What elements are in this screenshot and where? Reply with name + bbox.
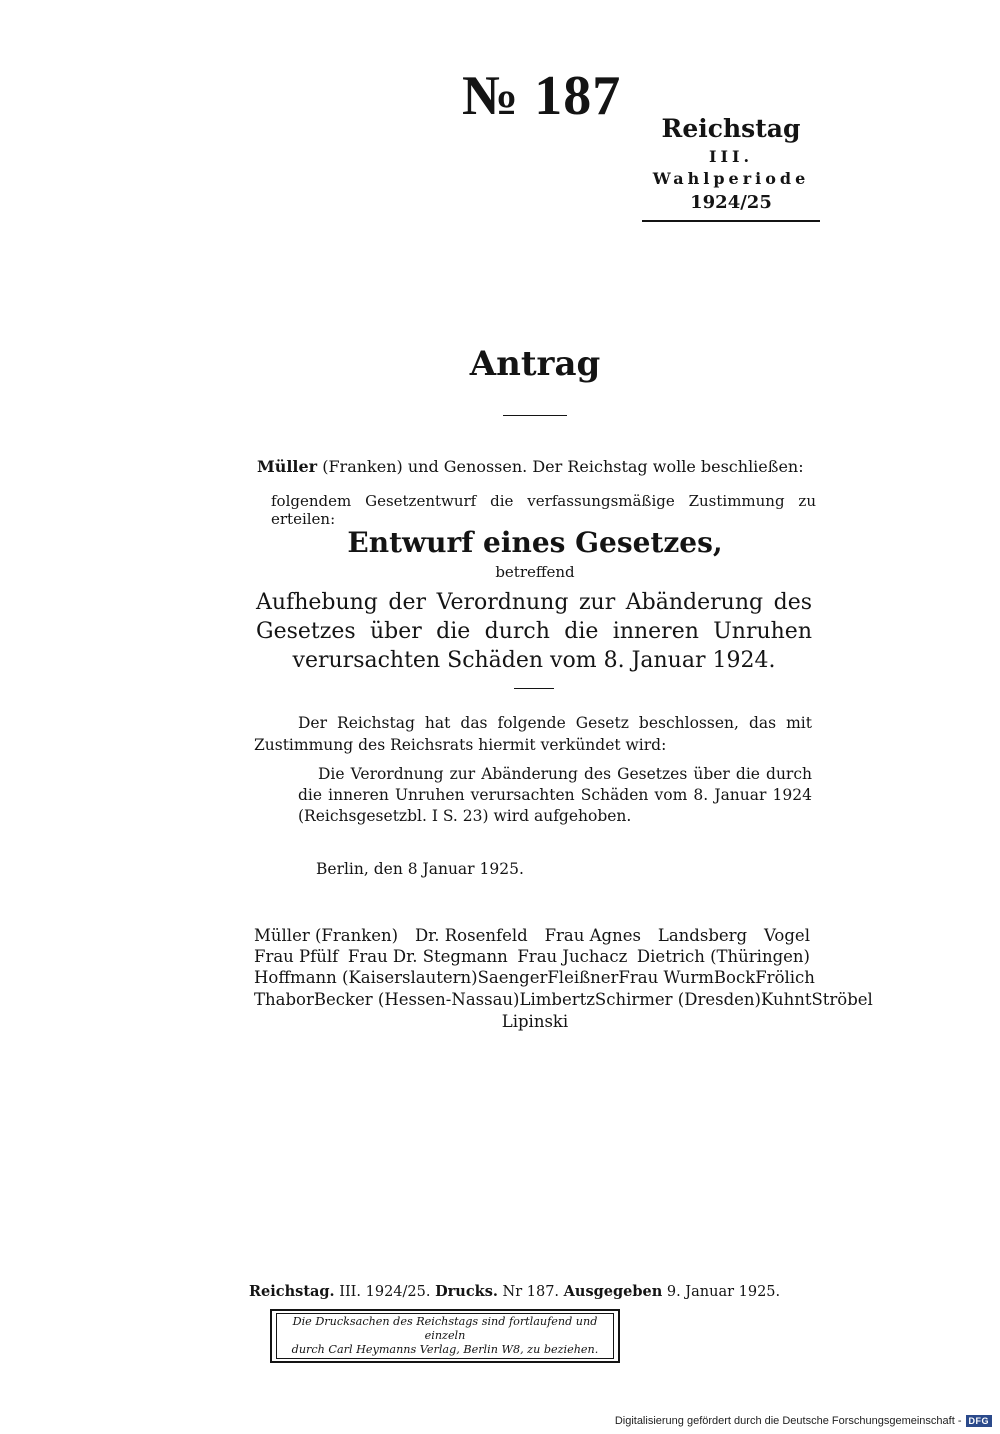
document-type-heading: Antrag [469,344,601,384]
signatory: Frau Dr. Stegmann [347,947,508,966]
dfg-credit-text: Digitalisierung gefördert durch die Deutsche Forschungsgemeinschaft - [614,1415,962,1427]
signatory: Ströbel [811,990,873,1009]
footer-ausgegeben: Ausgegeben [563,1283,663,1300]
signatory: Frölich [755,968,815,987]
law-title: Aufhebung der Verordnung zur Abänderung des Gesetzes über die durch die inneren Unruhen verursachten Schäden vom 8. Januar 1924. [256,590,812,673]
signature-row [254,990,873,1009]
print-footer [249,1283,780,1300]
notice-line: durch Carl Heymanns Verlag, Berlin W8, zu beziehen. [291,1343,599,1356]
reichstag-label: Reichstag [661,114,801,143]
signatory: Frau Wurm [618,968,714,987]
signatory: Dietrich (Thüringen) [636,947,810,966]
signatory: Lipinski [501,1012,569,1031]
header-rule [642,220,820,222]
law-paragraph: Die Verordnung zur Abänderung des Gesetzes über die durch die inneren Unruhen verursachten Schäden vom 8. Januar 1924 (Reichsgesetzbl. I S. 23) wird aufgehoben. [298,765,812,825]
notice-line: Die Drucksachen des Reichstags sind fortlaufend und einzeln [292,1315,598,1342]
footer-nr: Nr 187. [497,1284,564,1300]
footer-date: 9. Januar 1925. [662,1284,781,1300]
footer-periode: III. 1924/25. [334,1284,436,1300]
signature-row [254,926,810,945]
motion-intro [257,457,804,476]
signatory: Landsberg [657,926,748,945]
signatory: Limbertz [519,990,595,1009]
footer-reichstag: Reichstag. [249,1283,335,1300]
signatory: Frau Pfülf [254,947,339,966]
place-date: Berlin, den 8 Januar 1925. [316,860,524,878]
wahlperiode-label: III. Wahlperiode [652,147,810,188]
signatory: Kuhnt [760,990,812,1009]
document-number: № 187 [462,65,622,127]
footer-drucks: Drucks. [435,1283,498,1300]
motion-intro-text: (Franken) und Genossen. Der Reichstag wolle beschließen: [317,457,804,476]
signatory: Vogel [764,926,810,945]
motion-author: Müller [257,457,318,476]
dfg-logo-icon: DFG [966,1415,993,1427]
divider [503,415,567,416]
signatory: Bock [713,968,756,987]
divider [514,688,554,689]
signatory: Becker (Hessen-Nassau) [313,990,520,1009]
signatory: Frau Agnes [544,926,641,945]
signatory: Thabor [254,990,314,1009]
signatory: Schirmer (Dresden) [594,990,761,1009]
signatory: Saenger [477,968,548,987]
promulgation-clause: Der Reichstag hat das folgende Gesetz beschlossen, das mit Zustimmung des Reichsrats hiermit verkündet wird: [254,714,812,754]
signatory: Frau Juchacz [517,947,628,966]
reichstag-header [640,112,822,222]
publisher-notice [270,1309,620,1363]
signature-row [254,947,810,966]
signatory: Dr. Rosenfeld [414,926,528,945]
concerning-label: betreffend [495,563,575,581]
signatory: Müller (Franken) [254,926,399,945]
draft-law-heading: Entwurf eines Gesetzes, [347,526,723,559]
signature-row [254,968,815,987]
resolution-formula: folgendem Gesetzentwurf die verfassungsmäßige Zustimmung zu erteilen: [271,492,816,528]
signatory: Hoffmann (Kaiserslautern) [254,968,478,987]
session-year: 1924/25 [690,192,772,213]
dfg-credit [615,1415,992,1427]
signatory: Fleißner [547,968,619,987]
